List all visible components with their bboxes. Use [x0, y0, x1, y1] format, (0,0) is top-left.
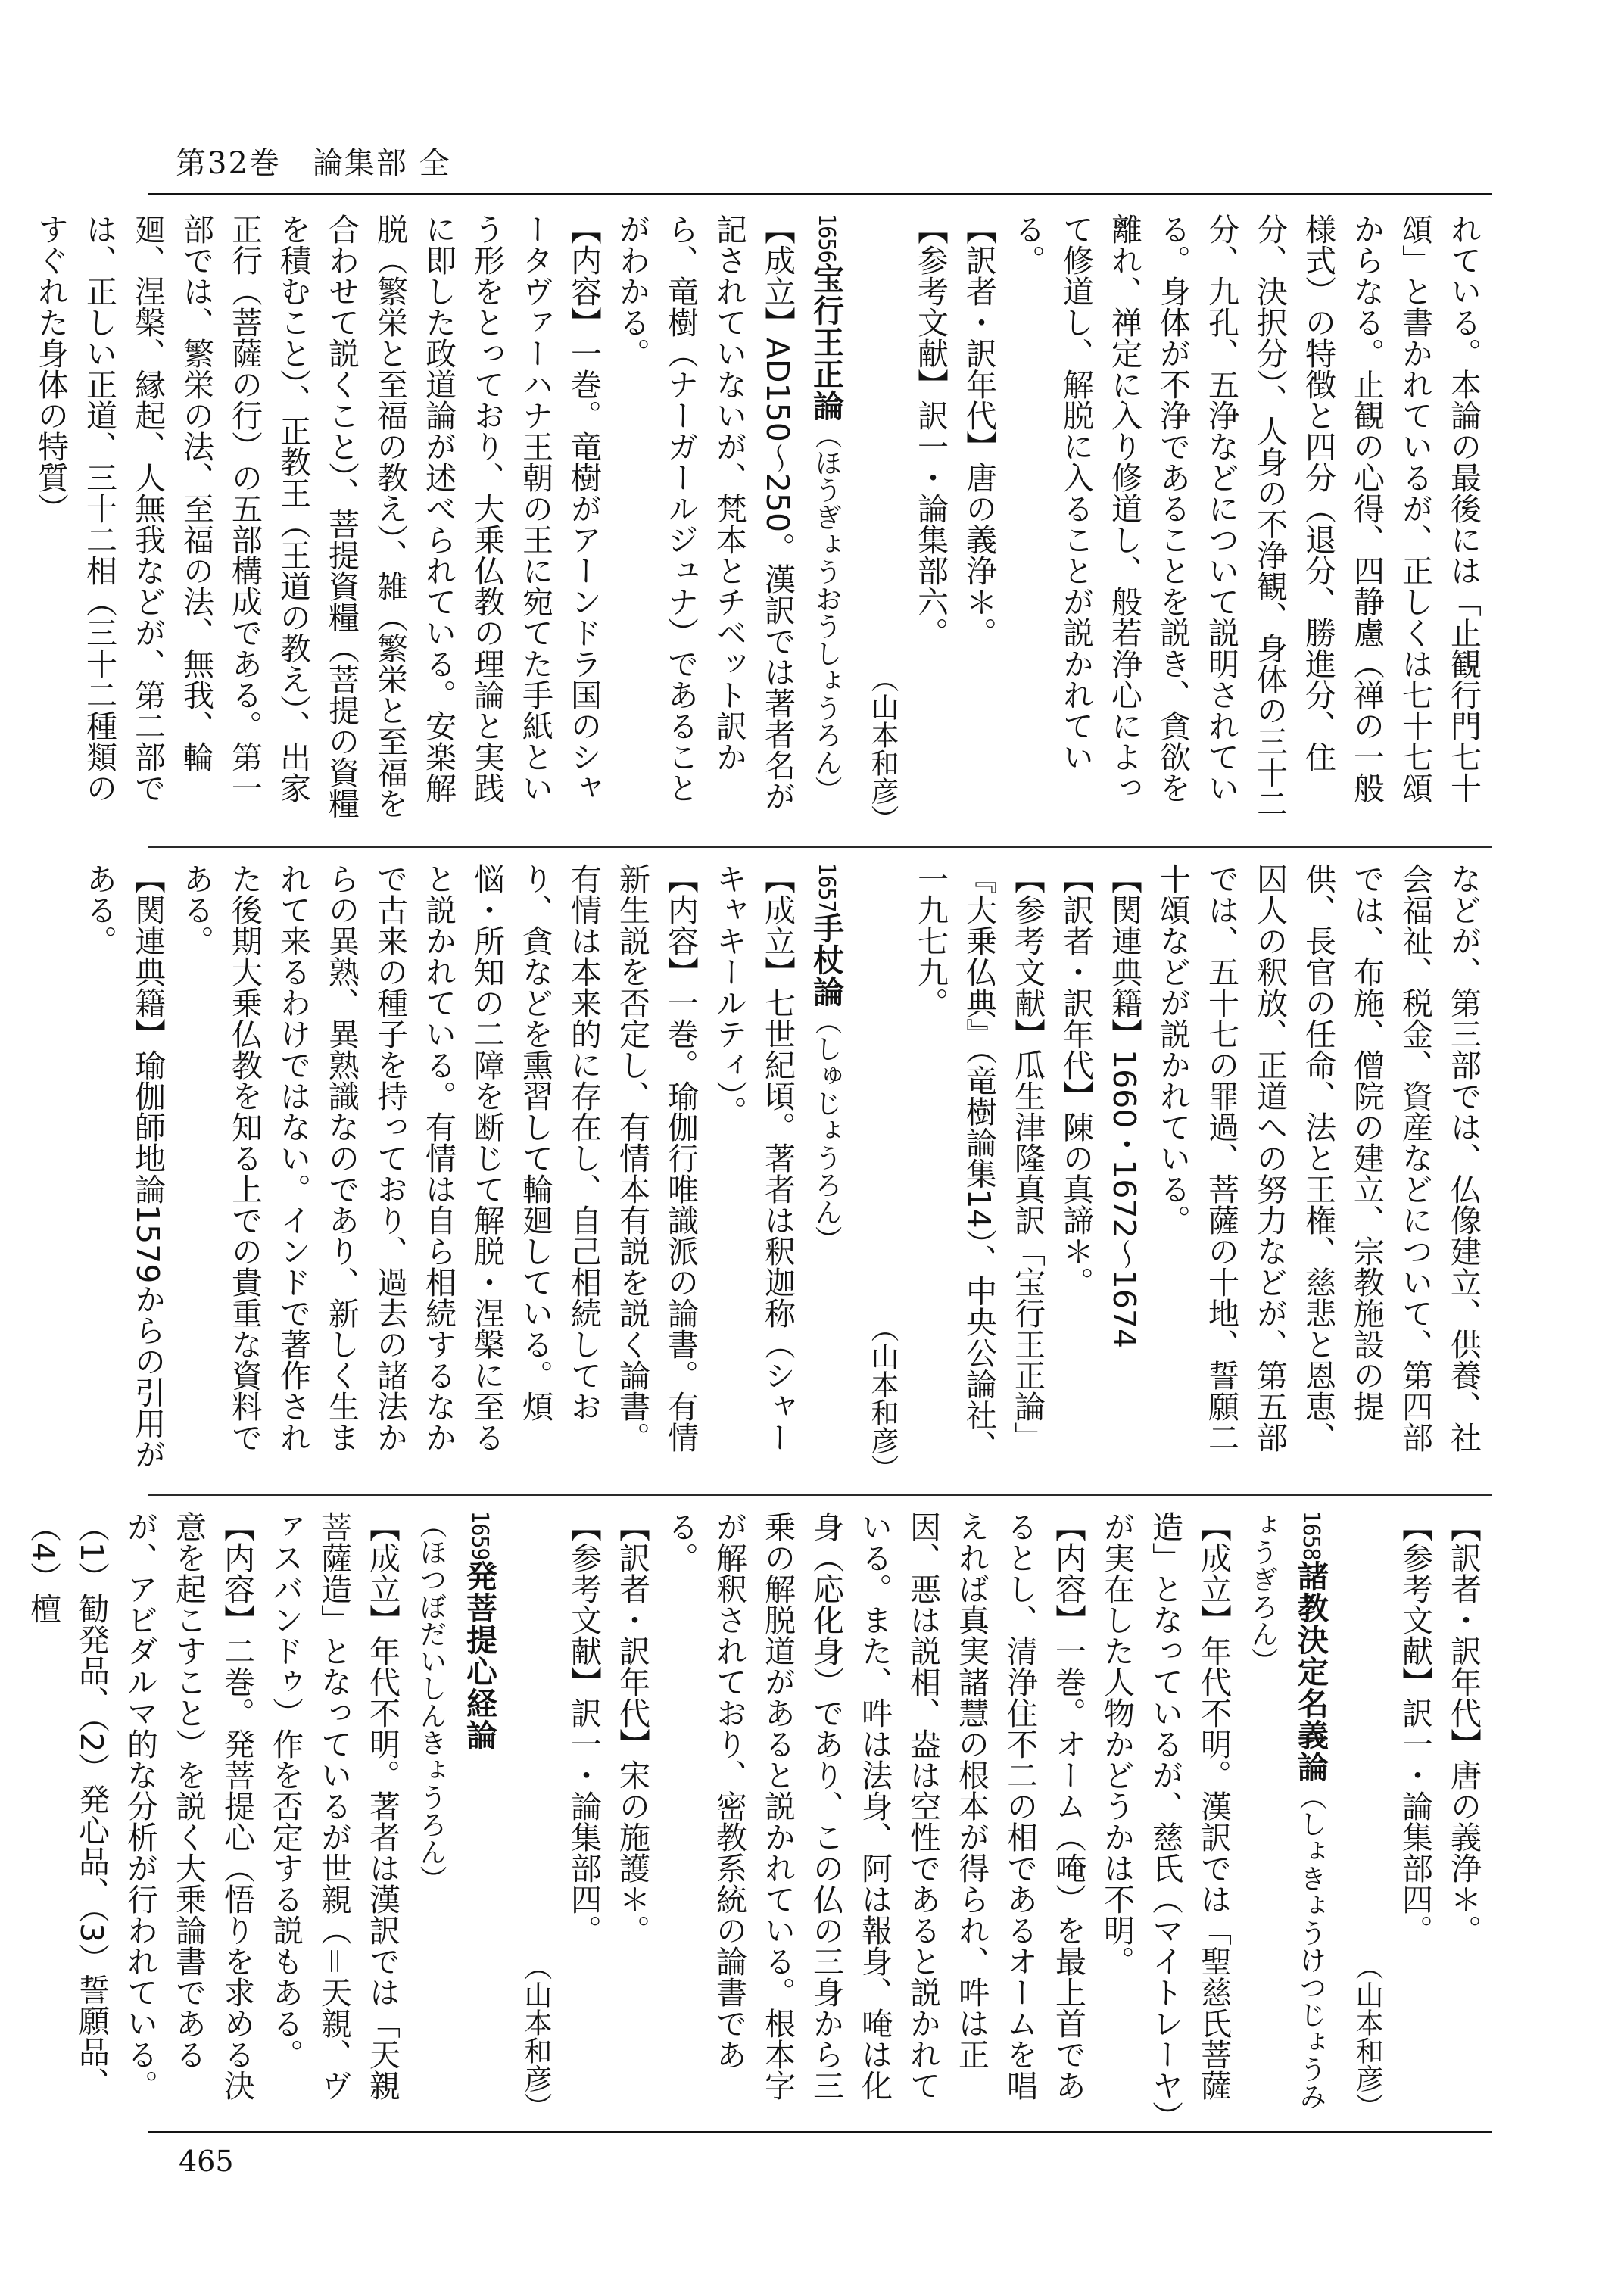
text-tier-bottom	[25, 1511, 1488, 2120]
body-paragraph: 【関連典籍】瑜伽師地論1579からの引用がある。	[81, 863, 166, 1470]
text-tier-middle	[81, 863, 1488, 1482]
body-paragraph: 【参考文献】瓜生津隆真訳「宝行王正論」『大乗仏典』（竜樹論集14）、中央公論社、一九七九。	[912, 863, 1046, 1462]
entry-title: 宝行王正論	[808, 262, 844, 422]
body-paragraph: などが、第三部では、仏像建立、供養、社会福祉、税金、資産などについて、第四部では、布施、僧院の建立、宗教施設の提供、長官の任命、法と王権、慈悲と恩恵、囚人の釈放、正道への努力などが、第五部では、五十七の罪過、菩薩の十地、誓願二十頌などが説かれている。	[1155, 863, 1482, 1453]
entry-heading	[1238, 1511, 1335, 2120]
body-paragraph: 【参考文献】訳一・論集部四。	[1397, 1511, 1433, 1946]
author-signature: （山本和彦）	[1351, 1952, 1383, 2120]
author-signature: （山本和彦）	[519, 1952, 552, 2120]
running-header: 第32巻 論集部 全	[176, 146, 451, 181]
body-paragraph: 【成立】年代不明。漢訳では「聖慈氏菩薩造」となっているが、慈氏（マイトレーヤ）が実在した人物かどうかは不明。	[1099, 1511, 1232, 2117]
tier-divider-1	[148, 846, 1492, 848]
entry-reading: （しょきょうけつじょうみょうぎろん）	[1247, 1511, 1326, 2110]
entry-reading: （ほうぎょうおうしょうろん）	[811, 421, 842, 803]
body-paragraph: 【参考文献】訳一・論集部四。	[566, 1511, 602, 1946]
entry-title: 手杖論	[808, 911, 844, 1008]
body-paragraph: 【訳者・訳年代】陳の真諦＊。	[1058, 863, 1094, 1298]
body-paragraph: 【内容】一巻。オーム（唵）を最上首であるとし、清浄住不二の相であるオームを唱えれば真実諸慧の根本が得られ、吽は正因、悪は説相、盎は空性であると説かれている。また、吽は法身、阿は報身、唵は化身（応化身）であり、この仏の三身から三乗の解脱道があると説かれている。根本字が解釈されており、密教系統の論書である。	[662, 1511, 1086, 2101]
entry-reading: （しゅじょうろん）	[811, 1007, 842, 1253]
text-tier-top	[33, 213, 1488, 833]
entry-reading: （ほつぼだいしんきょうろん）	[416, 1511, 447, 1893]
body-paragraph: 【内容】二巻。発菩提心（悟りを求める決意を起こすこと）を説く大乗論書であるが、アビダルマ的な分析が行われている。（1）勧発品、（2）発心品、（3）誓願品、（4）檀	[25, 1511, 255, 2101]
page-number: 465	[179, 2145, 234, 2178]
author-signature: （山本和彦）	[866, 1314, 899, 1482]
entry-number: 1659	[466, 1511, 493, 1560]
body-paragraph: 【参考文献】訳一・論集部六。	[912, 213, 949, 648]
body-paragraph: 【成立】七世紀頃。著者は釈迦称（シャーキャキールティ）。	[711, 863, 796, 1453]
body-paragraph: れている。本論の最後には「止観行門七十頌」と書かれているが、正しくは七十七頌からなる。止観の心得、四静慮（禅の一般様式）の特徴と四分（退分、勝進分、住分、決択分）、人身の不浄観、身体の三十二分、九孔、五浄などについて説明されている。身体が不浄であることを説き、貪欲を離れ、禅定に入り修道し、般若浄心によって修道し、解脱に入ることが説かれている。	[1009, 213, 1482, 819]
body-paragraph: 【成立】年代不明。著者は漢訳では「天親菩薩造」となっているが世親（＝天親、ヴァスバンドゥ）作を否定する説もある。	[267, 1511, 401, 2101]
author-signature: （山本和彦）	[866, 665, 899, 833]
body-paragraph: 【成立】AD150～250。漢訳では著者名が記されていないが、梵本とチベット訳から、竜樹（ナーガールジュナ）であることがわかる。	[614, 213, 796, 812]
entry-number: 1656	[813, 213, 840, 263]
entry-number: 1658	[1298, 1511, 1324, 1560]
body-paragraph: 【訳者・訳年代】唐の義浄＊。	[961, 213, 997, 648]
entry-title: 諸教決定名義論	[1292, 1559, 1329, 1783]
header-rule	[148, 193, 1492, 195]
entry-title: 発菩提心経論	[461, 1559, 497, 1751]
body-paragraph: 【関連典籍】1660・1672～1674	[1106, 863, 1142, 1349]
entry-heading	[802, 863, 850, 1482]
entry-heading	[407, 1511, 503, 2120]
footer-rule	[148, 2131, 1492, 2133]
body-paragraph: 【訳者・訳年代】宋の施護＊。	[614, 1511, 650, 1946]
entry-number: 1657	[813, 863, 840, 912]
tier-divider-2	[148, 1494, 1492, 1496]
entry-heading	[802, 213, 850, 833]
body-paragraph: 【内容】一巻。竜樹がアーンドラ国のシャータヴァーハナ王朝の王に宛てた手紙という形をとっており、大乗仏教の理論と実践に即した政道論が述べられている。安楽解脱（繁栄と至福の教え）、雑（繁栄と至福を合わせて説くこと）、菩提資糧（菩提の資糧を積むこと）、正教王（王道の教え）、出家正行（菩薩の行）の五部構成である。第一部では、繁栄の法、至福の法、無我、輪廻、涅槃、縁起、人無我などが、第二部では、正しい正道、三十二相（三十二種類のすぐれた身体の特質）	[33, 213, 602, 819]
body-paragraph: 【内容】一巻。瑜伽行唯識派の論書。有情新生説を否定し、有情本有説を説く論書。有情は本来的に存在し、自己相続しており、貪などを熏習して輪廻している。煩悩・所知の二障を断じて解脱・涅槃に至ると説かれている。有情は自ら相続するなかで古来の種子を持っており、過去の諸法からの異熟、異熟識なのであり、新しく生まれて来るわけではない。インドで著作された後期大乗仏教を知る上での貴重な資料である。	[178, 863, 699, 1453]
body-paragraph: 【訳者・訳年代】唐の義浄＊。	[1445, 1511, 1482, 1946]
